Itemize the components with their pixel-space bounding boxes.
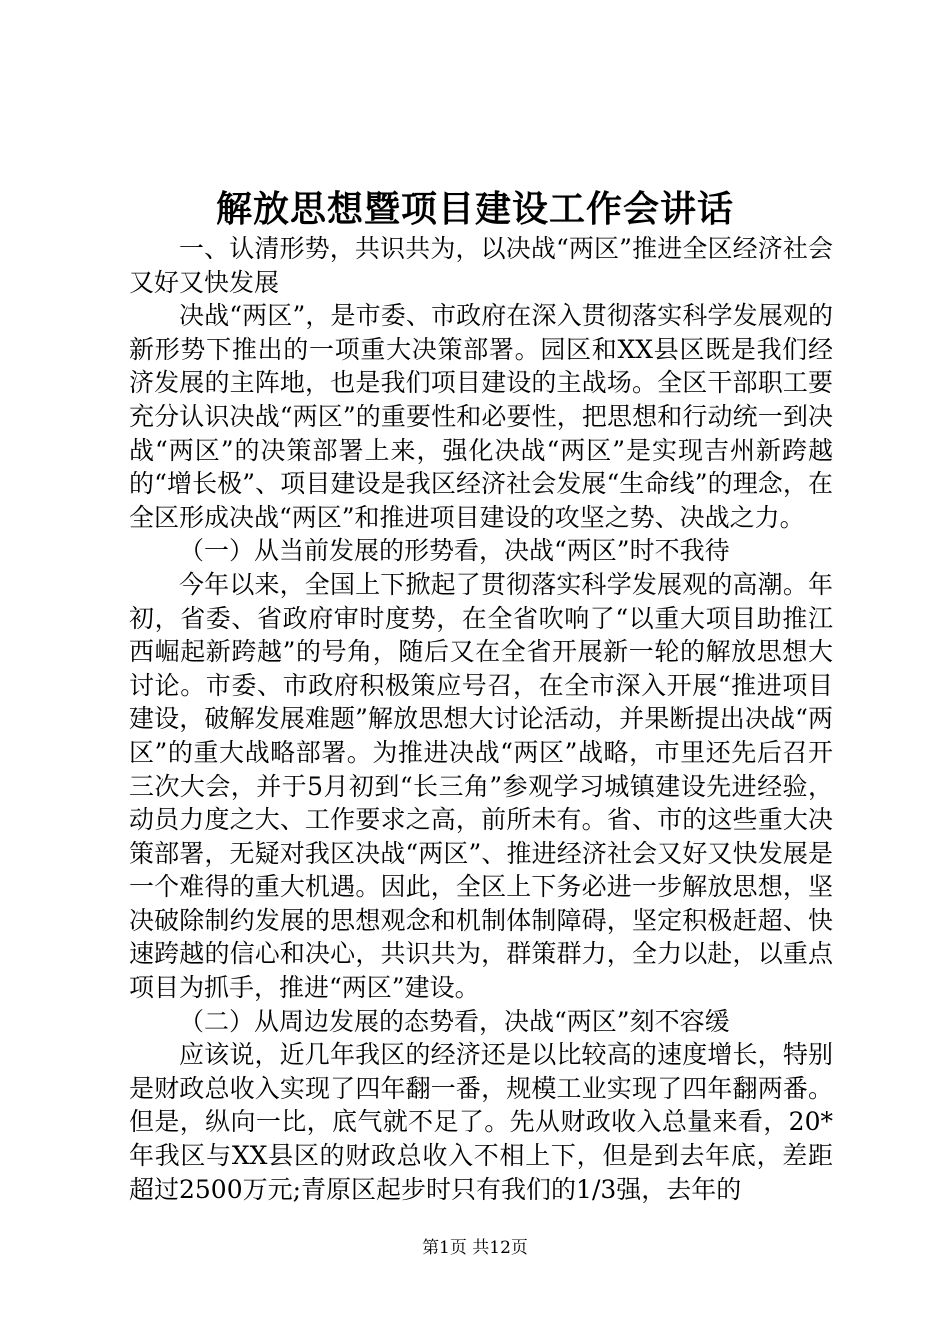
- subsection-heading: （一）从当前发展的形势看，决战“两区”时不我待: [179, 536, 730, 566]
- body-paragraph: 今年以来，全国上下掀起了贯彻落实科学发展观的高潮。年初，省委、省政府审时度势，在全省吹响了“以重大项目助推江西崛起新跨越”的号角，随后又在全省开展新一轮的解放思想大讨论。市委、市政府积极策应号召，在全市深入开展“推进项目建设，破解发展难题”解放思想大讨论活动，并果断提出决战“两区”的重大战略部署。为推进决战“两区”战略，市里还先后召开三次大会，并于5月初到“长三角”参观学习城镇建设先进经验，动员力度之大、工作要求之高，前所未有。省、市的这些重大决策部署，无疑对我区决战“两区”、推进经济社会又好又快发展是一个难得的重大机遇。因此，全区上下务必进一步解放思想，坚决破除制约发展的思想观念和机制体制障碍，坚定积极赶超、快速跨越的信心和决心，共识共为，群策群力，全力以赴，以重点项目为抓手，推进“两区”建设。: [129, 569, 833, 1003]
- document-body: [129, 232, 833, 1206]
- section-heading: 一、认清形势，共识共为，以决战“两区”推进全区经济社会又好又快发展: [129, 234, 833, 297]
- page-number-footer: 第1页 共12页: [422, 1238, 528, 1258]
- document-title: 解放思想暨项目建设工作会讲话: [215, 188, 734, 230]
- subsection-heading: （二）从周边发展的态势看，决战“两区”刻不容缓: [179, 1006, 730, 1036]
- body-paragraph: 应该说，近几年我区的经济还是以比较高的速度增长，特别是财政总收入实现了四年翻一番，规模工业实现了四年翻两番。但是，纵向一比，底气就不足了。先从财政收入总量来看，20*年我区与XX县区的财政总收入不相上下，但是到去年底，差距超过2500万元;青原区起步时只有我们的1/3强，去年的: [129, 1040, 833, 1204]
- body-paragraph: 决战“两区”，是市委、市政府在深入贯彻落实科学发展观的新形势下推出的一项重大决策部署。园区和XX县区既是我们经济发展的主阵地，也是我们项目建设的主战场。全区干部职工要充分认识决战“两区”的重要性和必要性，把思想和行动统一到决战“两区”的决策部署上来，强化决战“两区”是实现吉州新跨越的“增长极”、项目建设是我区经济社会发展“生命线”的理念，在全区形成决战“两区”和推进项目建设的攻坚之势、决战之力。: [129, 301, 833, 532]
